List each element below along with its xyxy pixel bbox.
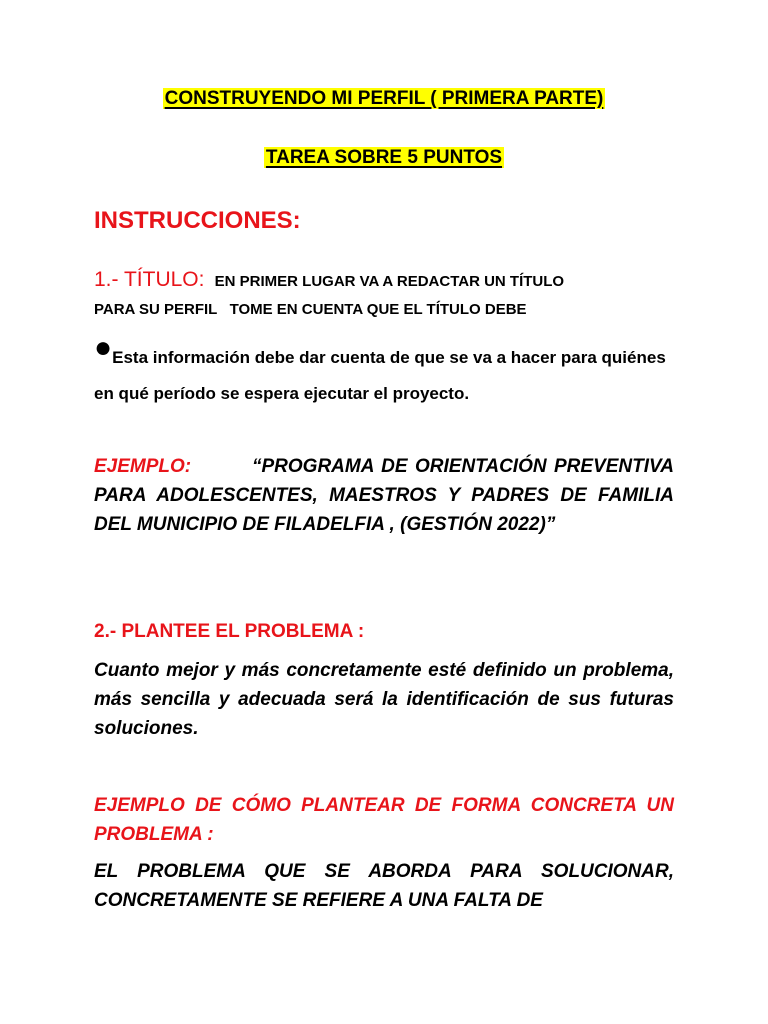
example-2-label: EJEMPLO DE CÓMO PLANTEAR DE FORMA CONCRETA UN PROBLEMA : — [94, 795, 674, 845]
example-1-text: “PROGRAMA DE ORIENTACIÓN PREVENTIVA PARA ADOLESCENTES, MAESTROS Y PADRES DE FAMILIA DEL MUNICIPIO DE FILADELFIA , (GESTIÓN 2022)” — [94, 456, 675, 535]
section-2-text: Cuanto mejor y más concretamente esté definido un problema, más sencilla y adecuada será la identificación de sus futuras soluciones. — [94, 660, 674, 739]
bullet-icon: ● — [94, 331, 113, 364]
example-1-label: EJEMPLO: — [94, 456, 192, 477]
instructions-heading: INSTRUCCIONES: — [94, 207, 301, 234]
section-1-label: 1.- TÍTULO: — [94, 268, 205, 291]
subtitle-text: TAREA SOBRE 5 PUNTOS — [265, 147, 503, 168]
subtitle — [0, 147, 768, 169]
section-1-bullet-text: Esta información debe dar cuenta de que se va a hacer para quiénes en qué período se espera ejecutar el proyecto. — [94, 348, 666, 403]
example-2-text: EL PROBLEMA QUE SE ABORDA PARA SOLUCIONAR, CONCRETAMENTE SE REFIERE A UNA FALTA DE — [94, 861, 674, 911]
section-1-text-line1: EN PRIMER LUGAR VA A REDACTAR UN TÍTULO — [214, 273, 565, 290]
section-1-title — [94, 266, 694, 324]
main-title-text: CONSTRUYENDO MI PERFIL ( PRIMERA PARTE) — [164, 88, 604, 109]
section-1-text-line2: PARA SU PERFIL TOME EN CUENTA QUE EL TÍTULO DEBE — [94, 301, 527, 318]
example-1 — [94, 452, 674, 539]
section-2-label: 2.- PLANTEE EL PROBLEMA : — [94, 621, 365, 642]
main-title — [0, 88, 768, 110]
section-1-bullet — [94, 331, 684, 412]
